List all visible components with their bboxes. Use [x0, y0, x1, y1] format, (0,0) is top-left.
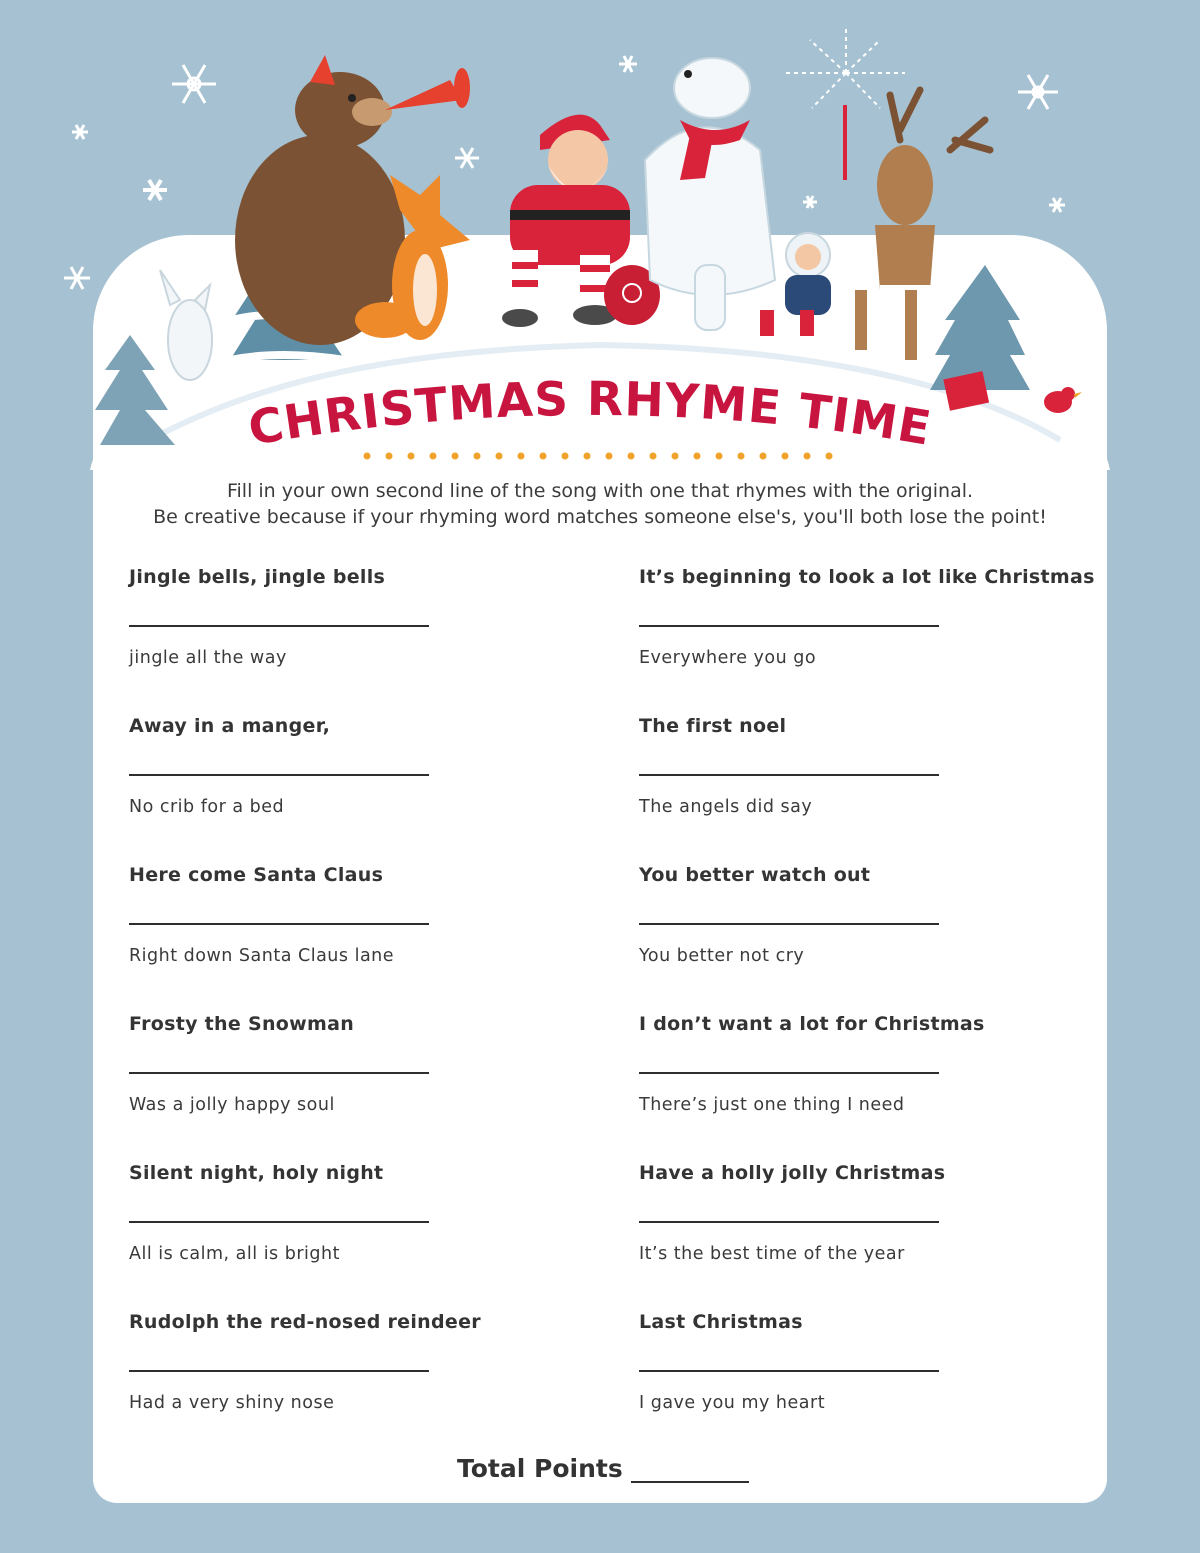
song-second-line: Was a jolly happy soul: [129, 1095, 335, 1115]
song-first-line: You better watch out: [639, 864, 871, 886]
answer-blank[interactable]: [639, 1370, 939, 1372]
instructions: [100, 478, 1100, 530]
song-second-line: No crib for a bed: [129, 797, 285, 817]
total-points: [457, 1454, 749, 1483]
song-second-line: There’s just one thing I need: [639, 1095, 905, 1115]
title-dot-divider: [362, 451, 842, 461]
song-first-line: I don’t want a lot for Christmas: [639, 1013, 985, 1035]
total-points-blank[interactable]: [631, 1457, 749, 1483]
song-second-line: Everywhere you go: [639, 648, 817, 668]
song-second-line: The angels did say: [639, 797, 813, 817]
song-second-line: Right down Santa Claus lane: [129, 946, 395, 966]
answer-blank[interactable]: [129, 1072, 429, 1074]
song-first-line: Jingle bells, jingle bells: [129, 566, 386, 588]
song-second-line: It’s the best time of the year: [639, 1244, 905, 1264]
instructions-line-2: Be creative because if your rhyming word matches someone else's, you'll both lose the point!: [153, 506, 1047, 528]
song-first-line: It’s beginning to look a lot like Christmas: [639, 566, 1095, 588]
song-second-line: I gave you my heart: [639, 1393, 826, 1413]
song-first-line: Rudolph the red-nosed reindeer: [129, 1311, 481, 1333]
answer-blank[interactable]: [129, 774, 429, 776]
answer-blank[interactable]: [639, 923, 939, 925]
answer-blank[interactable]: [639, 625, 939, 627]
song-first-line: Here come Santa Claus: [129, 864, 384, 886]
answer-blank[interactable]: [129, 625, 429, 627]
instructions-line-1: Fill in your own second line of the song with one that rhymes with the original.: [226, 480, 974, 502]
svg-text:CHRISTMAS RHYME TIME: CHRISTMAS RHYME TIME: [244, 371, 936, 457]
song-second-line: Had a very shiny nose: [129, 1393, 335, 1413]
song-first-line: The first noel: [639, 715, 787, 737]
bunny-icon: [160, 270, 212, 380]
answer-blank[interactable]: [639, 774, 939, 776]
song-first-line: Silent night, holy night: [129, 1162, 384, 1184]
answer-blank[interactable]: [639, 1221, 939, 1223]
answer-blank[interactable]: [129, 1221, 429, 1223]
song-first-line: Have a holly jolly Christmas: [639, 1162, 946, 1184]
song-second-line: You better not cry: [639, 946, 805, 966]
song-first-line: Frosty the Snowman: [129, 1013, 355, 1035]
song-first-line: Last Christmas: [639, 1311, 803, 1333]
answer-blank[interactable]: [129, 923, 429, 925]
total-points-label: Total Points: [457, 1454, 623, 1483]
song-second-line: jingle all the way: [129, 648, 287, 668]
song-second-line: All is calm, all is bright: [129, 1244, 340, 1264]
answer-blank[interactable]: [639, 1072, 939, 1074]
answer-blank[interactable]: [129, 1370, 429, 1372]
song-first-line: Away in a manger,: [129, 715, 331, 737]
